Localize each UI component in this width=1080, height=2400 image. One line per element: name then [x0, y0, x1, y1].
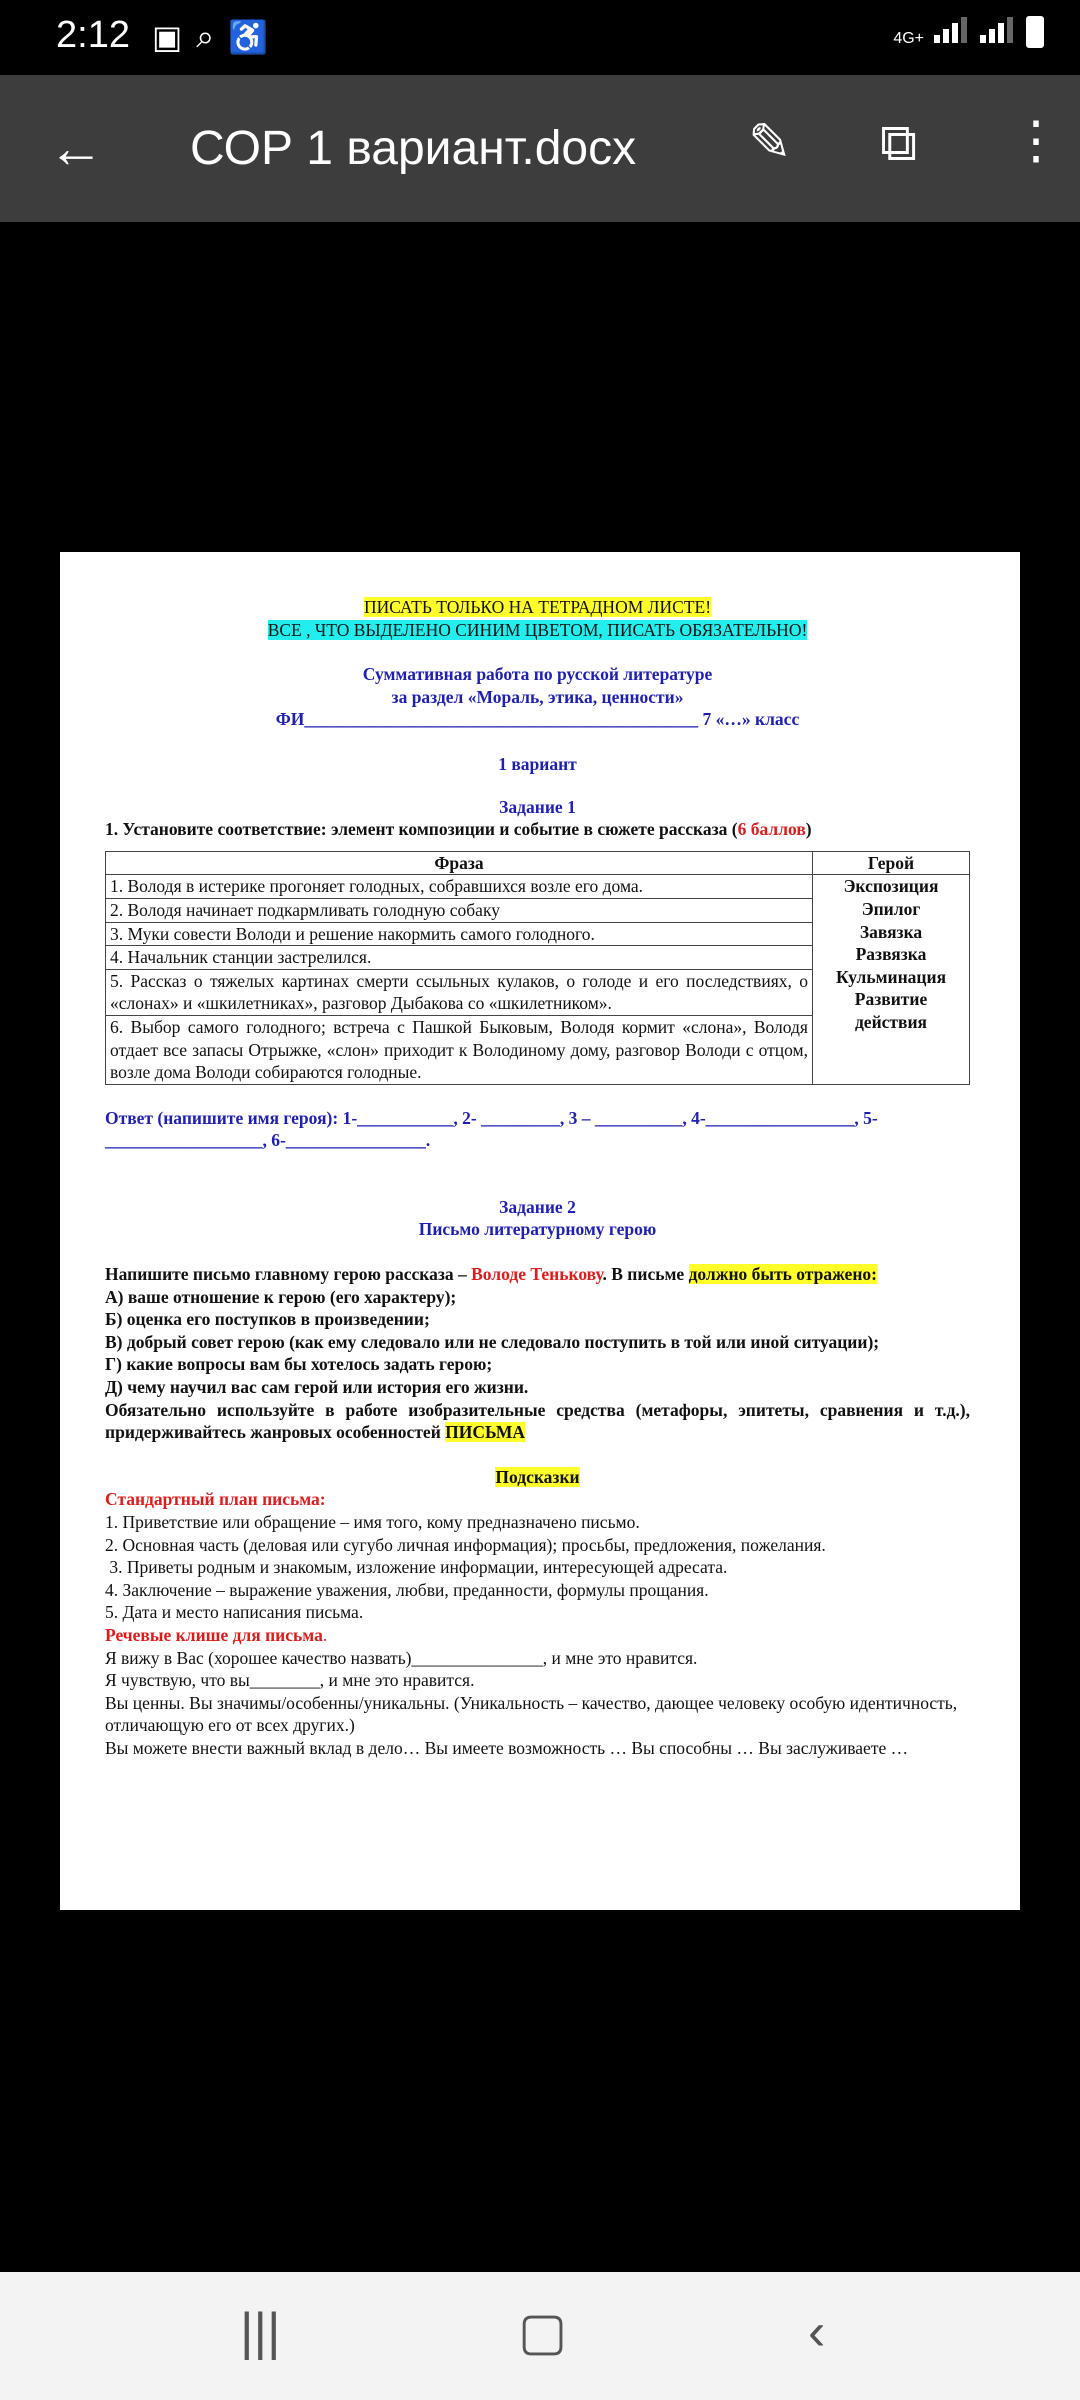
task1-answer-line: Ответ (напишите имя героя): 1-___________, 2- _________, 3 – __________, 4-_________________, 5-__________________, 6-________________. [105, 1107, 878, 1151]
task2-item: В) добрый совет герою (как ему следовало или не следовало поступить в той или иной ситуации); [105, 1331, 880, 1352]
cliche-title: Речевые клише для письма. [105, 1624, 328, 1645]
cliche-item: Вы можете внести важный вклад в дело… Вы имеете возможность … Вы способны … Вы заслуживаете … [105, 1737, 909, 1758]
doc-title-2: за раздел «Мораль, этика, ценности» [391, 686, 684, 707]
notice-blue-mandatory: ВСЕ , ЧТО ВЫДЕЛЕНО СИНИМ ЦВЕТОМ, ПИСАТЬ ОБЯЗАТЕЛЬНО! [267, 619, 808, 640]
back-nav-icon[interactable]: ‹ [808, 2303, 826, 2361]
back-arrow-icon[interactable]: ← [48, 116, 104, 179]
home-icon[interactable]: ▢ [518, 2303, 568, 2361]
gallery-icon: ▣ [152, 19, 183, 55]
task2-item: А) ваше отношение к герою (его характеру); [105, 1286, 457, 1307]
document-page [60, 552, 1020, 1910]
task2-item: Г) какие вопросы вам бы хотелось задать герою; [105, 1354, 493, 1375]
more-options-icon[interactable]: ⋮ [1010, 112, 1062, 170]
plan-item: 3. Приветы родным и знакомым, изложение информации, интересующей адресата. [105, 1557, 728, 1578]
accessibility-icon: ♿ [228, 19, 268, 55]
task2-note: Обязательно используйте в работе изобразительные средства (метафоры, эпитеты, сравнения и т.д.), придерживайтесь жанровых особенностей ПИСЬМА [105, 1399, 970, 1443]
task2-heading: Задание 2 [499, 1196, 576, 1217]
navigation-bar [0, 2272, 1080, 2400]
task2-item: Б) оценка его поступков в произведении; [105, 1309, 430, 1330]
table-row: 5. Рассказ о тяжелых картинах смерти ссыльных кулаков, о голоде и его последствиях, о «слонах» и «шкилетниках», разговор Дыбакова со «шкилетником». [106, 969, 813, 1015]
matching-table [105, 851, 970, 1085]
heroes-list: Экспозиция Эпилог Завязка Развязка Кульминация Развитие действия [813, 875, 970, 1084]
search-icon: ⌕ [196, 18, 215, 54]
task1-heading: Задание 1 [499, 796, 576, 817]
table-row: 3. Муки совести Володи и решение накормить самого голодного. [106, 922, 813, 946]
recent-apps-icon[interactable]: ||| [240, 2303, 281, 2361]
notice-write-on-sheet: ПИСАТЬ ТОЛЬКО НА ТЕТРАДНОМ ЛИСТЕ! [363, 597, 712, 617]
signal-icon-2 [980, 17, 1016, 48]
plan-title: Стандартный план письма: [105, 1489, 326, 1510]
plan-item: 1. Приветствие или обращение – имя того, кому предназначено письмо. [105, 1512, 640, 1532]
hints-heading: Подсказки [495, 1466, 580, 1487]
table-row: 4. Начальник станции застрелился. [106, 946, 813, 970]
table-row: 6. Выбор самого голодного; встреча с Пашкой Быковым, Володя кормит «слона», Володя отдает все запасы Отрыжке, «слон» приходит к Володиному дому, разговор Володи с отцом, возле дома Володи собираются голодные. [106, 1015, 813, 1084]
app-bar [0, 75, 1080, 222]
variant: 1 вариант [498, 753, 577, 774]
name-class-line: ФИ_____________________________________________ 7 «…» класс [275, 709, 800, 730]
status-bar [0, 0, 1080, 75]
network-type: 4G+ [893, 30, 924, 47]
task1-instruction: 1. Установите соответствие: элемент композиции и событие в сюжете рассказа (6 баллов) [105, 819, 812, 840]
clock: 2:12 [56, 14, 130, 56]
header-hero: Герой [813, 851, 970, 875]
battery-icon [1026, 16, 1044, 48]
cliche-item: Я вижу в Вас (хорошее качество назвать)_______________, и мне это нравится. [105, 1647, 698, 1668]
plan-item: 4. Заключение – выражение уважения, любви, преданности, формулы прощания. [105, 1579, 709, 1600]
table-row: 1. Володя в истерике прогоняет голодных, собравшихся возле его дома. [106, 875, 813, 899]
plan-item: 2. Основная часть (деловая или сугубо личная информация); просьбы, предложения, пожелания. [105, 1534, 826, 1555]
cliche-item: Вы ценны. Вы значимы/особенны/уникальны. (Уникальность – качество, дающее человеку особую идентичность, отличающую его от всех других.) [105, 1692, 958, 1736]
table-row: 2. Володя начинает подкармливать голодную собаку [106, 898, 813, 922]
signal-icon [934, 17, 970, 48]
cliche-item: Я чувствую, что вы________, и мне это нравится. [105, 1670, 475, 1691]
header-phrase: Фраза [106, 851, 813, 875]
open-external-icon[interactable]: ⧉ [880, 114, 918, 172]
task2-item: Д) чему научил вас сам герой или история его жизни. [105, 1377, 529, 1398]
edit-pencil-icon[interactable]: ✎ [748, 114, 792, 172]
task2-intro: Напишите письмо главному герою рассказа – Володе Тенькову. В письме должно быть отражено: [105, 1264, 877, 1285]
doc-title-1: Суммативная работа по русской литературе [362, 664, 713, 685]
plan-item: 5. Дата и место написания письма. [105, 1602, 364, 1623]
task2-subheading: Письмо литературному герою [418, 1219, 657, 1240]
document-title: СОР 1 вариант.docx [190, 122, 637, 175]
